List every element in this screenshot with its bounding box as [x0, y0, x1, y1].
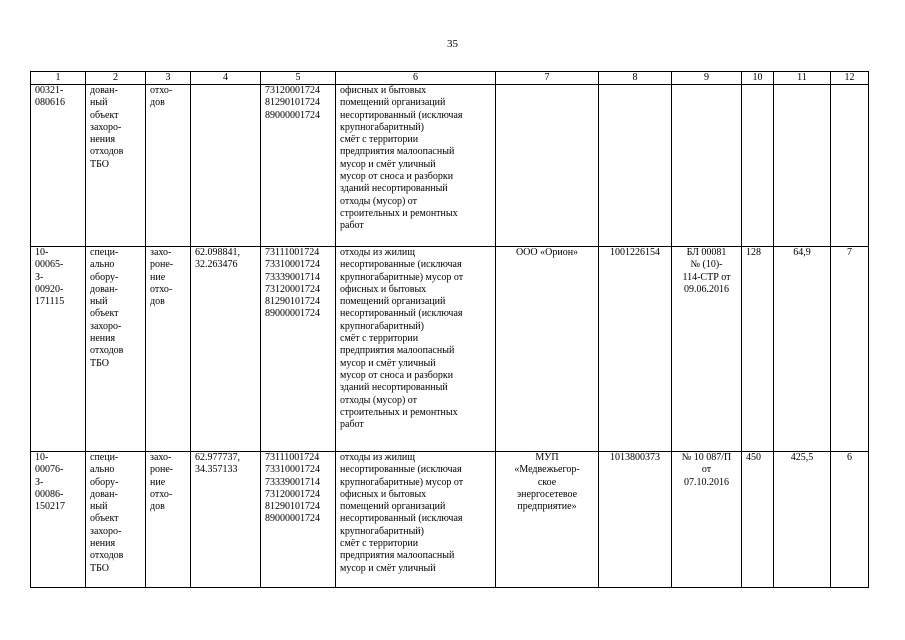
col-header-12: 12 [831, 72, 869, 85]
col-header-9: 9 [672, 72, 742, 85]
purpose-cell: захо- роне- ние отхо- дов [146, 247, 191, 452]
capacity-cell: 450 [742, 452, 774, 588]
license-cell [672, 85, 742, 247]
waste-facilities-table [30, 71, 869, 588]
col-header-5: 5 [261, 72, 336, 85]
inn-cell [599, 85, 672, 247]
coordinates-cell: 62.977737, 34.357133 [191, 452, 261, 588]
operator-cell: ООО «Орион» [496, 247, 599, 452]
facility-type-cell: дован- ный объект захоро- нения отходов ТБО [86, 85, 146, 247]
column-number-row [31, 72, 869, 85]
volume-cell: 64,9 [774, 247, 831, 452]
registry-number-cell: 10- 00076- З- 00086- 150217 [31, 452, 86, 588]
col-header-1: 1 [31, 72, 86, 85]
license-cell: БЛ 00081 № (10)- 114-СТР от 09.06.2016 [672, 247, 742, 452]
page-number: 35 [447, 38, 458, 50]
registry-number-cell: 10- 00065- З- 00920- 171115 [31, 247, 86, 452]
waste-codes-cell: 73111001724 73310001724 73339001714 73120001724 81290101724 89000001724 [261, 452, 336, 588]
capacity-cell: 128 [742, 247, 774, 452]
waste-codes-cell: 73120001724 81290101724 89000001724 [261, 85, 336, 247]
waste-types-cell: офисных и бытовых помещений организаций несортированный (исключая крупногабаритный) смёт с территории предприятия малоопасный мусор и смёт уличный мусор от сноса и разборки зданий несортированный отходы (мусор) от строительных и ремонтных работ [336, 85, 496, 247]
col-header-3: 3 [146, 72, 191, 85]
count-cell: 7 [831, 247, 869, 452]
table-row [31, 452, 869, 588]
license-cell: № 10 087/П от 07.10.2016 [672, 452, 742, 588]
purpose-cell: отхо- дов [146, 85, 191, 247]
count-cell [831, 85, 869, 247]
capacity-cell [742, 85, 774, 247]
col-header-7: 7 [496, 72, 599, 85]
waste-codes-cell: 73111001724 73310001724 73339001714 73120001724 81290101724 89000001724 [261, 247, 336, 452]
operator-cell [496, 85, 599, 247]
volume-cell: 425,5 [774, 452, 831, 588]
col-header-6: 6 [336, 72, 496, 85]
facility-type-cell: специ- ально обору- дован- ный объект захоро- нения отходов ТБО [86, 452, 146, 588]
col-header-4: 4 [191, 72, 261, 85]
purpose-cell: захо- роне- ние отхо- дов [146, 452, 191, 588]
coordinates-cell: 62.098841, 32.263476 [191, 247, 261, 452]
col-header-11: 11 [774, 72, 831, 85]
coordinates-cell [191, 85, 261, 247]
col-header-10: 10 [742, 72, 774, 85]
col-header-2: 2 [86, 72, 146, 85]
inn-cell: 1001226154 [599, 247, 672, 452]
count-cell: 6 [831, 452, 869, 588]
registry-number-cell: 00321- 080616 [31, 85, 86, 247]
table-row [31, 247, 869, 452]
col-header-8: 8 [599, 72, 672, 85]
waste-types-cell: отходы из жилищ несортированные (исключая крупногабаритные) мусор от офисных и бытовых помещений организаций несортированный (исключая крупногабаритный) смёт с территории предприятия малоопасный мусор и смёт уличный мусор от сноса и разборки зданий несортированный отходы (мусор) от строительных и ремонтных работ [336, 247, 496, 452]
facility-type-cell: специ- ально обору- дован- ный объект захоро- нения отходов ТБО [86, 247, 146, 452]
table-row [31, 85, 869, 247]
waste-types-cell: отходы из жилищ несортированные (исключая крупногабаритные) мусор от офисных и бытовых помещений организаций несортированный (исключая крупногабаритный) смёт с территории предприятия малоопасный мусор и смёт уличный [336, 452, 496, 588]
operator-cell: МУП «Медвежьегор- ское энергосетевое предприятие» [496, 452, 599, 588]
inn-cell: 1013800373 [599, 452, 672, 588]
volume-cell [774, 85, 831, 247]
